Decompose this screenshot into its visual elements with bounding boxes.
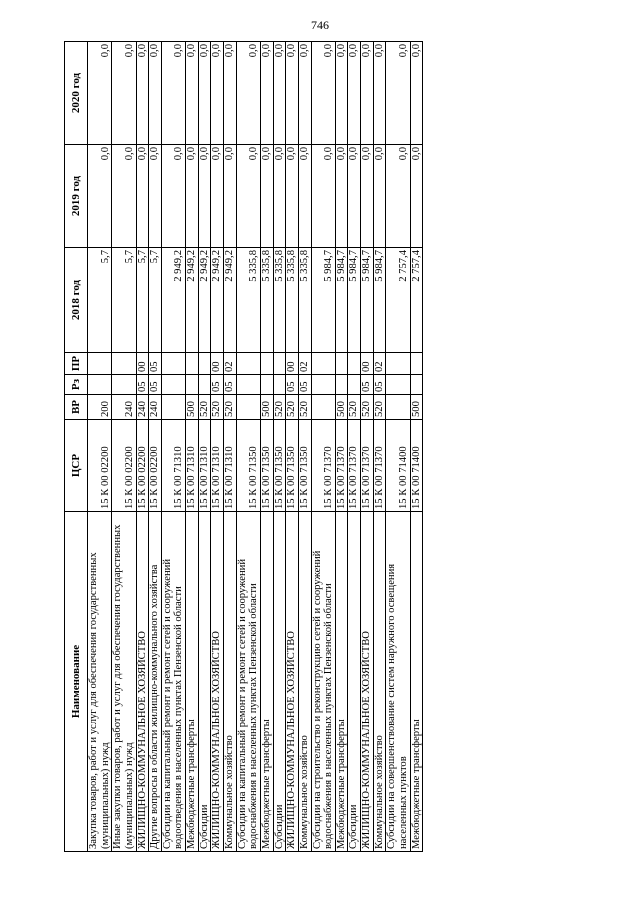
cell-rz [260, 375, 273, 395]
cell-rz: 05 [149, 375, 162, 395]
cell-vr: 500 [335, 395, 348, 420]
table-row [149, 42, 162, 852]
cell-2019: 0,0 [161, 145, 185, 248]
cell-2019: 0,0 [311, 145, 335, 248]
cell-csr: 15 К 00 71370 [373, 420, 386, 512]
table-row [335, 42, 348, 852]
cell-2019: 0,0 [211, 145, 224, 248]
cell-2019: 0,0 [298, 145, 311, 248]
cell-pr [386, 353, 410, 375]
cell-csr: 15 К 00 71400 [410, 420, 423, 512]
cell-2020: 0,0 [373, 42, 386, 145]
cell-2018: 2 949,2 [161, 248, 185, 353]
cell-2019: 0,0 [149, 145, 162, 248]
cell-vr: 520 [273, 395, 286, 420]
cell-2018: 2 949,2 [186, 248, 199, 353]
cell-2018: 2 949,2 [224, 248, 237, 353]
cell-rz: 05 [224, 375, 237, 395]
rotated-table-container [64, 42, 575, 852]
cell-csr: 15 К 00 71310 [186, 420, 199, 512]
table-row [112, 42, 136, 852]
cell-2019: 0,0 [361, 145, 374, 248]
cell-vr: 520 [211, 395, 224, 420]
cell-2018: 5,7 [149, 248, 162, 353]
cell-csr: 15 К 00 71370 [335, 420, 348, 512]
cell-csr: 15 К 00 02200 [149, 420, 162, 512]
cell-pr: 02 [298, 353, 311, 375]
cell-2020: 0,0 [348, 42, 361, 145]
cell-csr: 15 К 00 71350 [298, 420, 311, 512]
cell-pr: 05 [149, 353, 162, 375]
cell-2019: 0,0 [198, 145, 211, 248]
cell-vr: 520 [373, 395, 386, 420]
cell-2020: 0,0 [88, 42, 112, 145]
cell-2018: 5 335,8 [298, 248, 311, 353]
cell-name: Иные закупки товаров, работ и услуг для обеспечения государственных (муниципальных) нужд [112, 512, 136, 852]
cell-2020: 0,0 [286, 42, 299, 145]
table-row [224, 42, 237, 852]
cell-name: Субсидии на совершенствование систем наружного освещения населенных пунктов [386, 512, 410, 852]
cell-name: Субсидии на строительство и реконструкцию сетей и сооружений водоснабжения в населенных пунктах Пензенской области [311, 512, 335, 852]
cell-2020: 0,0 [211, 42, 224, 145]
cell-rz: 05 [373, 375, 386, 395]
cell-name: Субсидии [273, 512, 286, 852]
cell-vr: 500 [410, 395, 423, 420]
cell-vr: 240 [112, 395, 136, 420]
cell-vr: 500 [186, 395, 199, 420]
cell-pr [260, 353, 273, 375]
table-row [260, 42, 273, 852]
cell-rz [161, 375, 185, 395]
cell-pr: 00 [211, 353, 224, 375]
cell-2020: 0,0 [186, 42, 199, 145]
cell-2018: 2 949,2 [211, 248, 224, 353]
cell-2020: 0,0 [224, 42, 237, 145]
cell-2020: 0,0 [161, 42, 185, 145]
cell-rz [386, 375, 410, 395]
cell-pr [112, 353, 136, 375]
cell-csr: 15 К 00 71370 [348, 420, 361, 512]
cell-vr: 500 [260, 395, 273, 420]
cell-name: Межбюджетные трансферты [410, 512, 423, 852]
cell-vr: 240 [136, 395, 149, 420]
cell-vr [386, 395, 410, 420]
cell-2020: 0,0 [149, 42, 162, 145]
table-row [198, 42, 211, 852]
cell-pr [198, 353, 211, 375]
cell-2019: 0,0 [260, 145, 273, 248]
cell-vr: 520 [224, 395, 237, 420]
cell-2020: 0,0 [260, 42, 273, 145]
table-header-row [65, 42, 88, 852]
cell-2020: 0,0 [236, 42, 260, 145]
cell-name: ЖИЛИЩНО-КОММУНАЛЬНОЕ ХОЗЯЙСТВО [361, 512, 374, 852]
cell-pr: 02 [224, 353, 237, 375]
cell-rz [311, 375, 335, 395]
cell-2018: 5 335,8 [260, 248, 273, 353]
cell-csr: 15 К 00 71310 [211, 420, 224, 512]
cell-pr: 00 [361, 353, 374, 375]
cell-csr: 15 К 00 71310 [198, 420, 211, 512]
cell-pr: 00 [136, 353, 149, 375]
table-row [286, 42, 299, 852]
cell-name: ЖИЛИЩНО-КОММУНАЛЬНОЕ ХОЗЯЙСТВО [136, 512, 149, 852]
header-csr: ЦСР [65, 420, 88, 512]
cell-csr: 15 К 00 71400 [386, 420, 410, 512]
cell-vr [311, 395, 335, 420]
cell-2019: 0,0 [88, 145, 112, 248]
cell-csr: 15 К 00 02200 [136, 420, 149, 512]
budget-table [64, 41, 423, 852]
cell-vr: 520 [361, 395, 374, 420]
cell-rz: 05 [136, 375, 149, 395]
table-row [88, 42, 112, 852]
cell-2018: 5 984,7 [373, 248, 386, 353]
cell-name: ЖИЛИЩНО-КОММУНАЛЬНОЕ ХОЗЯЙСТВО [211, 512, 224, 852]
cell-csr: 15 К 00 71350 [273, 420, 286, 512]
cell-2020: 0,0 [112, 42, 136, 145]
cell-2019: 0,0 [273, 145, 286, 248]
cell-2018: 5 335,8 [236, 248, 260, 353]
table-row [386, 42, 410, 852]
table-row [186, 42, 199, 852]
cell-rz [198, 375, 211, 395]
cell-pr: 02 [373, 353, 386, 375]
cell-pr: 00 [286, 353, 299, 375]
cell-2020: 0,0 [298, 42, 311, 145]
cell-name: Субсидии на капитальный ремонт и ремонт сетей и сооружений водоотведения в населенных пунктах Пензенской области [161, 512, 185, 852]
cell-name: Субсидии [198, 512, 211, 852]
cell-csr: 15 К 00 71350 [236, 420, 260, 512]
table-row [236, 42, 260, 852]
cell-name: Межбюджетные трансферты [260, 512, 273, 852]
cell-rz [88, 375, 112, 395]
cell-2018: 5 984,7 [335, 248, 348, 353]
cell-name: Коммунальное хозяйство [298, 512, 311, 852]
cell-pr [410, 353, 423, 375]
table-row [311, 42, 335, 852]
table-row [361, 42, 374, 852]
cell-vr [161, 395, 185, 420]
cell-pr [88, 353, 112, 375]
cell-2019: 0,0 [335, 145, 348, 248]
cell-name: Субсидии на капитальный ремонт и ремонт сетей и сооружений водоснабжения в населенных пунктах Пензенской области [236, 512, 260, 852]
cell-name: ЖИЛИЩНО-КОММУНАЛЬНОЕ ХОЗЯЙСТВО [286, 512, 299, 852]
cell-rz [410, 375, 423, 395]
cell-vr: 520 [348, 395, 361, 420]
cell-rz [186, 375, 199, 395]
table-row [348, 42, 361, 852]
table-body [88, 42, 423, 852]
cell-pr [273, 353, 286, 375]
cell-2019: 0,0 [286, 145, 299, 248]
cell-csr: 15 К 00 02200 [112, 420, 136, 512]
cell-2019: 0,0 [224, 145, 237, 248]
cell-2020: 0,0 [273, 42, 286, 145]
table-row [161, 42, 185, 852]
cell-vr: 240 [149, 395, 162, 420]
table-row [410, 42, 423, 852]
table-row [211, 42, 224, 852]
cell-pr [335, 353, 348, 375]
header-2019: 2019 год [65, 145, 88, 248]
cell-pr [161, 353, 185, 375]
cell-rz [335, 375, 348, 395]
table-row [273, 42, 286, 852]
cell-2018: 5,7 [136, 248, 149, 353]
header-name: Наименование [65, 512, 88, 852]
cell-name: Коммунальное хозяйство [373, 512, 386, 852]
cell-name: Коммунальное хозяйство [224, 512, 237, 852]
cell-2018: 5 984,7 [361, 248, 374, 353]
header-2018: 2018 год [65, 248, 88, 353]
cell-vr: 520 [286, 395, 299, 420]
cell-pr [236, 353, 260, 375]
table-row [298, 42, 311, 852]
cell-csr: 15 К 00 71310 [161, 420, 185, 512]
header-vr: ВР [65, 395, 88, 420]
cell-csr: 15 К 00 02200 [88, 420, 112, 512]
cell-2020: 0,0 [410, 42, 423, 145]
cell-csr: 15 К 00 71370 [311, 420, 335, 512]
cell-2018: 5 984,7 [348, 248, 361, 353]
cell-2019: 0,0 [373, 145, 386, 248]
cell-2018: 5,7 [88, 248, 112, 353]
cell-rz [112, 375, 136, 395]
cell-2018: 2 949,2 [198, 248, 211, 353]
header-rz: Рз [65, 375, 88, 395]
cell-vr [236, 395, 260, 420]
header-pr: ПР [65, 353, 88, 375]
cell-2020: 0,0 [311, 42, 335, 145]
cell-pr [311, 353, 335, 375]
cell-name: Межбюджетные трансферты [335, 512, 348, 852]
cell-rz [273, 375, 286, 395]
cell-pr [348, 353, 361, 375]
cell-rz [236, 375, 260, 395]
cell-name: Межбюджетные трансферты [186, 512, 199, 852]
cell-vr: 200 [88, 395, 112, 420]
header-2020: 2020 год [65, 42, 88, 145]
cell-2020: 0,0 [198, 42, 211, 145]
cell-2018: 5 335,8 [286, 248, 299, 353]
cell-name: Закупка товаров, работ и услуг для обеспечения государственных (муниципальных) нужд [88, 512, 112, 852]
cell-vr: 520 [198, 395, 211, 420]
cell-2019: 0,0 [136, 145, 149, 248]
page-number: 746 [311, 18, 329, 32]
cell-csr: 15 К 00 71310 [224, 420, 237, 512]
cell-rz: 05 [211, 375, 224, 395]
cell-csr: 15 К 00 71350 [286, 420, 299, 512]
cell-2020: 0,0 [335, 42, 348, 145]
cell-2019: 0,0 [386, 145, 410, 248]
cell-2020: 0,0 [136, 42, 149, 145]
cell-rz: 05 [361, 375, 374, 395]
cell-2019: 0,0 [348, 145, 361, 248]
cell-2019: 0,0 [112, 145, 136, 248]
cell-name: Другие вопросы в области жилищно-коммунального хозяйства [149, 512, 162, 852]
cell-2018: 5 335,8 [273, 248, 286, 353]
cell-rz [348, 375, 361, 395]
cell-rz: 05 [286, 375, 299, 395]
table-row [136, 42, 149, 852]
cell-2018: 5 984,7 [311, 248, 335, 353]
cell-2019: 0,0 [236, 145, 260, 248]
cell-2020: 0,0 [386, 42, 410, 145]
cell-2019: 0,0 [410, 145, 423, 248]
cell-pr [186, 353, 199, 375]
table-row [373, 42, 386, 852]
cell-vr: 520 [298, 395, 311, 420]
cell-2019: 0,0 [186, 145, 199, 248]
cell-csr: 15 К 00 71350 [260, 420, 273, 512]
cell-2018: 5,7 [112, 248, 136, 353]
cell-name: Субсидии [348, 512, 361, 852]
cell-csr: 15 К 00 71370 [361, 420, 374, 512]
cell-2018: 2 757,4 [386, 248, 410, 353]
cell-2020: 0,0 [361, 42, 374, 145]
cell-rz: 05 [298, 375, 311, 395]
cell-2018: 2 757,4 [410, 248, 423, 353]
